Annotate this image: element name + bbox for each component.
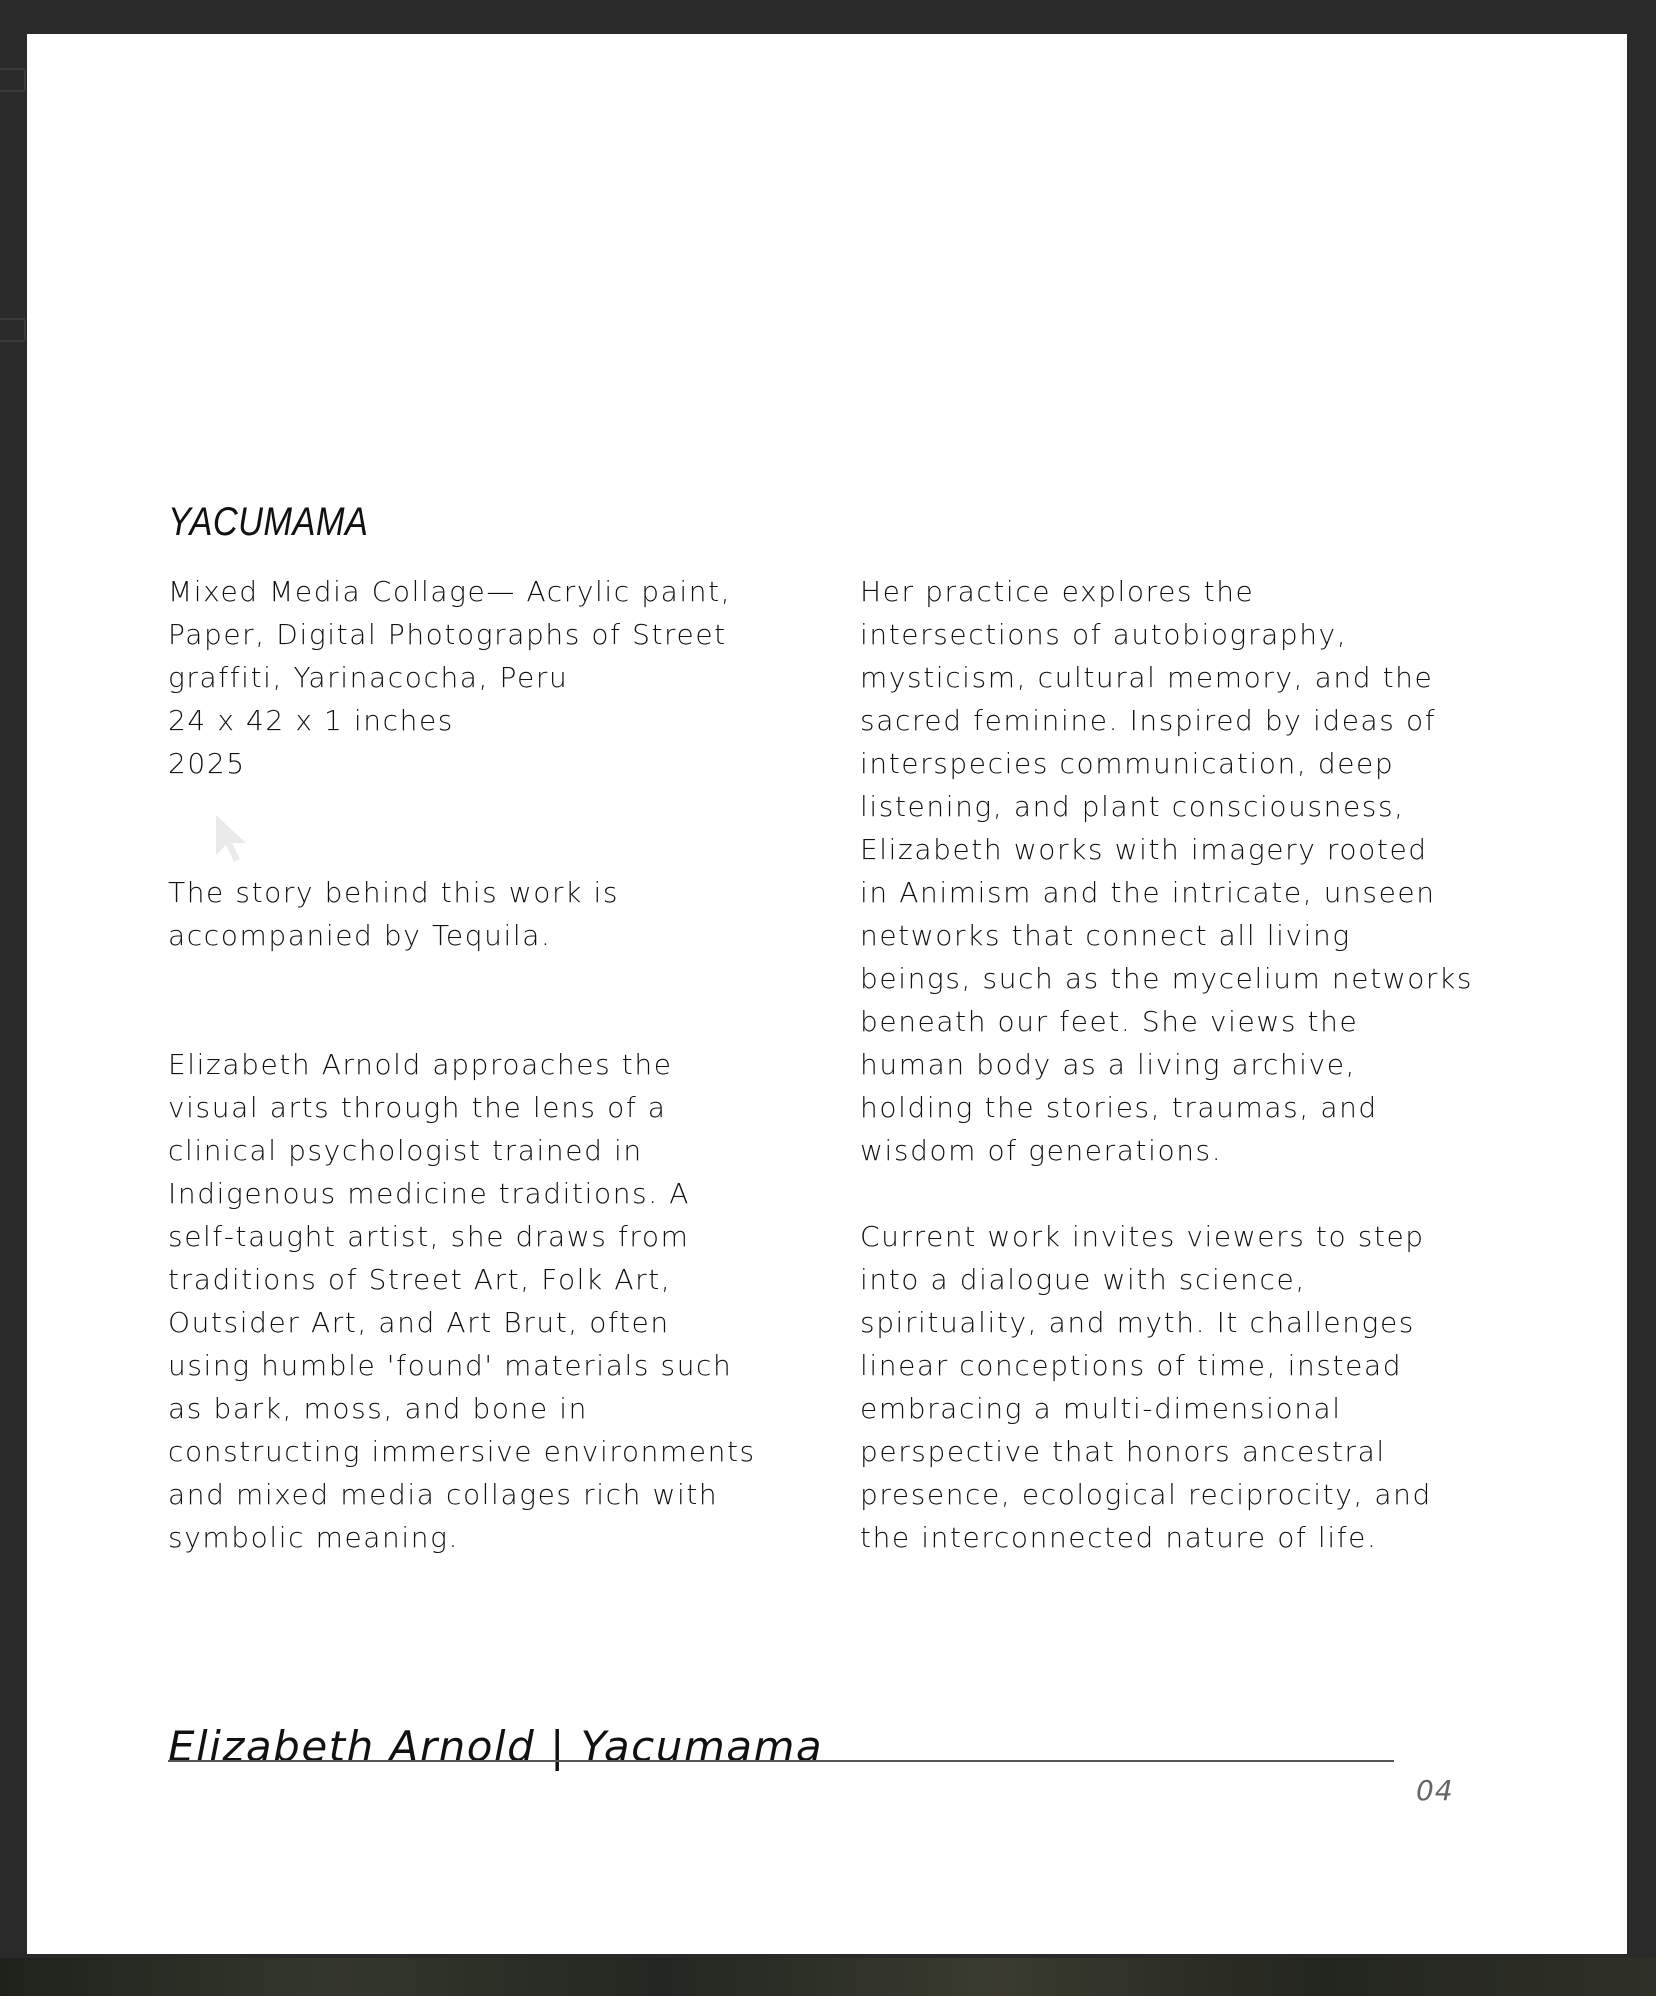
story-note: The story behind this work is accompanied by Tequila.: [168, 876, 620, 952]
background-photo-strip: [0, 1958, 1656, 1996]
artist-bio-current-work: Current work invites viewers to step into a dialogue with science, spirituality, and myth. It challenges linear conceptions of time, instead embracing a multi-dimensional perspective that honors ancestral presence, ecological reciprocity, and the interconnected nature of life.: [860, 1220, 1432, 1554]
adjacent-page-edge: [0, 318, 26, 342]
artist-bio-left: Elizabeth Arnold approaches the visual arts through the lens of a clinical psychologist trained in Indigenous medicine traditions. A self-taught artist, she draws from traditions of Street Art, Folk Art, Outsider Art, and Art Brut, often using humble 'found' materials such as bark, moss, and bone in constructing immersive environments and mixed media collages rich with symbolic meaning.: [168, 1048, 756, 1554]
spacer: [168, 957, 768, 1043]
left-column: [168, 570, 768, 1559]
artwork-year: 2025: [168, 747, 246, 780]
page-number: 04: [1416, 1774, 1454, 1807]
artwork-medium: Mixed Media Collage— Acrylic paint, Paper, Digital Photographs of Street graffiti, Yarinacocha, Peru: [168, 575, 732, 694]
spacer: [168, 785, 768, 871]
footer-divider: [168, 1760, 1394, 1762]
spacer: [860, 1172, 1480, 1215]
footer-heading: Elizabeth Arnold | Yacumama: [168, 1722, 824, 1771]
artwork-dimensions: 24 x 42 x 1 inches: [168, 704, 454, 737]
artist-bio-practice: Her practice explores the intersections of autobiography, mysticism, cultural memory, and the sacred feminine. Inspired by ideas of interspecies communication, deep listening, and plant consciousness, Elizabeth works with imagery rooted in Animism and the intricate, unseen networks that connect all living beings, such as the mycelium networks beneath our feet. She views the human body as a living archive, holding the stories, traumas, and wisdom of generations.: [860, 575, 1474, 1167]
adjacent-page-edge: [0, 68, 26, 92]
right-column: [860, 570, 1480, 1559]
artwork-title: YACUMAMA: [168, 500, 369, 544]
faint-cursor-icon: [196, 810, 256, 870]
